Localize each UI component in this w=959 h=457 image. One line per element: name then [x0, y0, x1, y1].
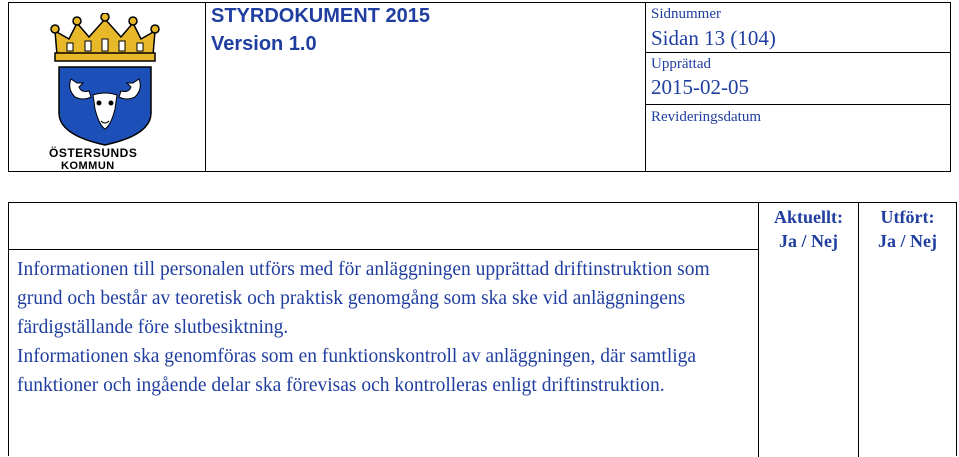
description-text: [17, 255, 753, 400]
done-column[interactable]: [859, 203, 956, 457]
created-value: 2015-02-05: [651, 75, 749, 99]
page-number-row: [645, 3, 950, 53]
title-cell: [205, 3, 646, 171]
current-header-line2: Ja / Nej: [779, 231, 838, 251]
description-header-cell: [9, 203, 759, 250]
done-column-header: [859, 205, 956, 253]
created-row: [645, 53, 950, 105]
page-number-value: Sidan 13 (104): [651, 26, 776, 50]
done-header-line2: Ja / Nej: [878, 231, 937, 251]
revision-label: Revideringsdatum: [651, 109, 761, 125]
meta-cell: [645, 3, 950, 171]
document-title: STYRDOKUMENT 2015: [211, 5, 430, 27]
document-header: [8, 2, 951, 172]
current-column-header: [759, 205, 858, 253]
done-header-line1: Utfört:: [880, 207, 935, 227]
paragraph-information-delivery: Informationen till personalen utförs med för anläggningen upprättad driftinstruktion som grund och består av teoretisk och praktisk genomgång som ska ske vid anläggningens färdigställande före slutbesiktning.: [17, 259, 710, 338]
current-header-line1: Aktuellt:: [774, 207, 843, 227]
created-label: Upprättad: [651, 56, 711, 72]
document-version: Version 1.0: [211, 33, 317, 55]
page-number-label: Sidnummer: [651, 6, 721, 22]
logo-cell: [9, 3, 206, 171]
logo-text-line1: ÖSTERSUNDS: [49, 146, 138, 160]
paragraph-function-check: Informationen ska genomföras som en funktionskontroll av anläggningen, där samtliga funktioner och ingående delar ska förevisas och kontrolleras enligt driftinstruktion.: [17, 346, 697, 396]
description-column: [9, 203, 759, 457]
logo-text-line2: KOMMUN: [61, 160, 115, 172]
current-column[interactable]: [759, 203, 859, 457]
checklist-table: [8, 202, 957, 456]
